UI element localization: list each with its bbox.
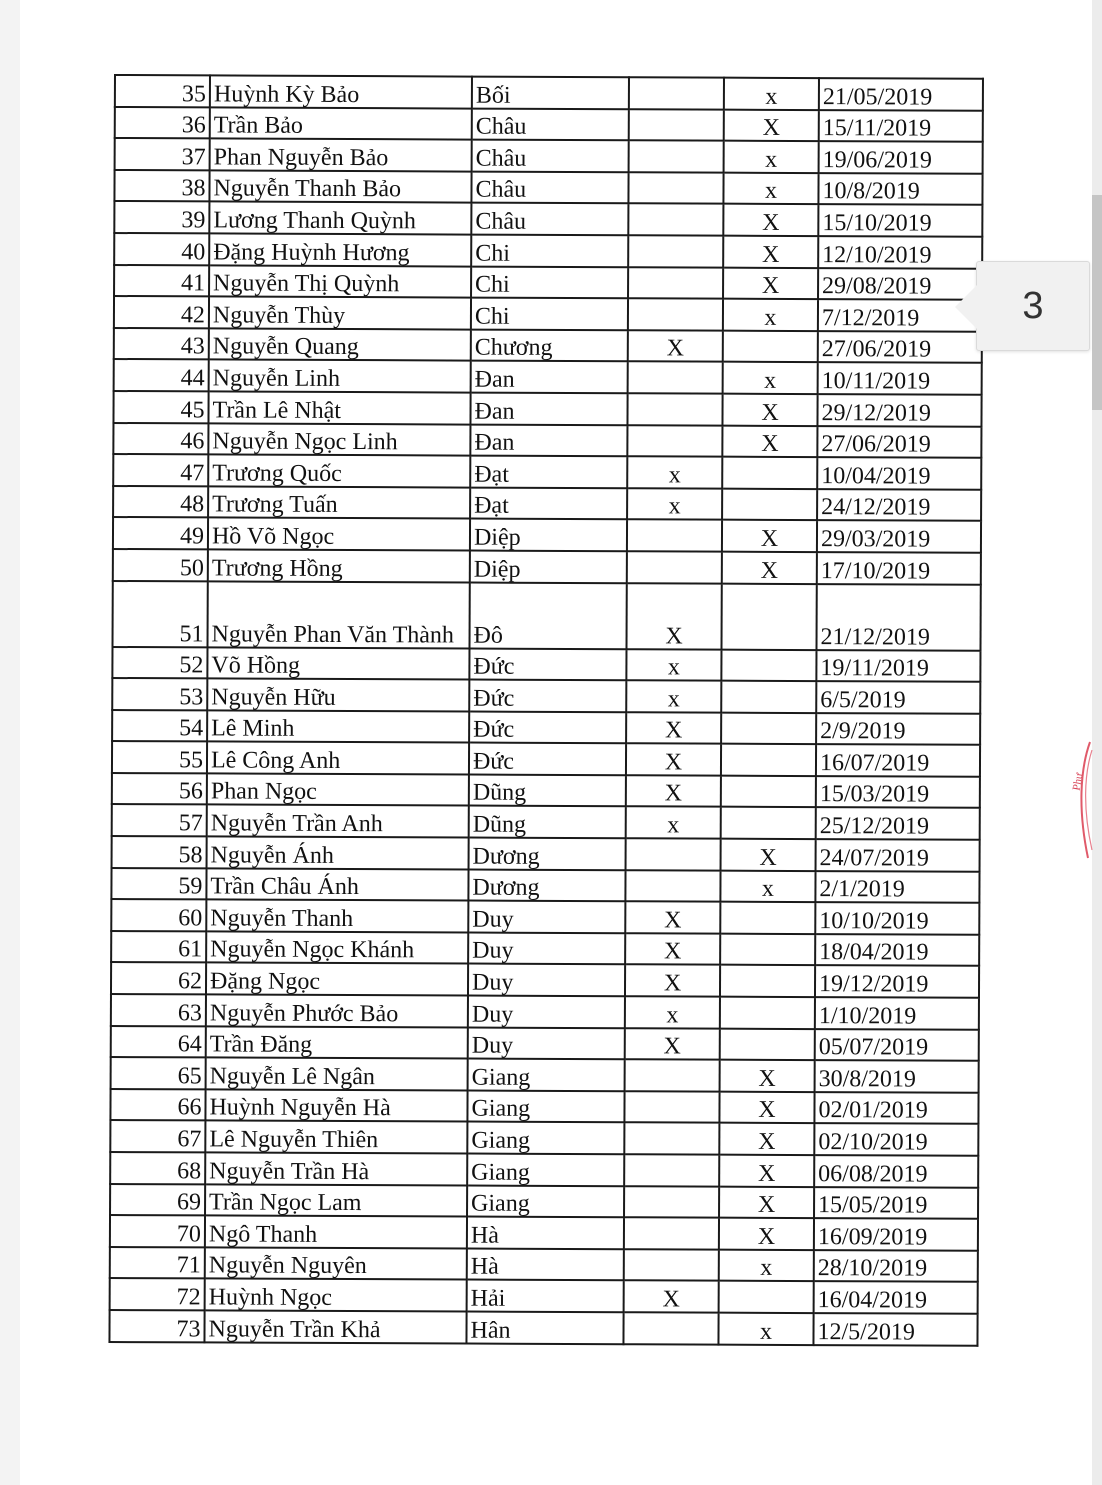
mark-column-1: x [626,680,721,712]
mark-column-2: X [719,1186,814,1218]
mark-column-1 [627,393,722,425]
given-name: Châu [471,203,628,235]
row-number: 36 [115,107,210,139]
row-number: 50 [113,549,208,581]
full-name: Trần Ngọc Lam [205,1184,467,1217]
mark-column-2: X [719,1091,814,1123]
row-number: 60 [111,899,206,931]
mark-column-2: X [722,520,817,552]
mark-column-2: x [718,1313,813,1345]
date-cell: 21/12/2019 [816,584,980,651]
full-name: Nguyễn Ánh [207,836,469,869]
mark-column-1: x [627,456,722,488]
given-name: Đức [469,648,626,680]
table-row [110,1184,978,1219]
full-name: Trương Quốc [208,455,470,488]
mark-column-1 [623,1312,718,1344]
row-number: 71 [110,1247,205,1279]
page-number-indicator[interactable] [976,261,1090,351]
date-cell: 02/10/2019 [814,1123,978,1155]
row-number: 64 [111,1026,206,1058]
given-name: Đạt [470,487,627,519]
table-row [113,486,981,521]
table-row [110,1152,978,1187]
full-name: Nguyễn Thanh Bảo [209,170,471,203]
table-row [114,359,982,394]
date-cell: 30/8/2019 [815,1060,979,1092]
date-cell: 15/03/2019 [816,776,980,808]
table-row [112,741,980,776]
date-cell: 25/12/2019 [816,808,980,840]
given-name: Duy [468,964,625,996]
given-name: Duy [468,901,625,933]
mark-column-2: X [719,1155,814,1187]
table-row [114,233,982,268]
row-number: 69 [110,1184,205,1216]
table-row [114,201,982,236]
mark-column-2: X [722,394,817,426]
table-row [111,1057,979,1092]
full-name: Trần Đăng [206,1026,468,1059]
full-name: Huỳnh Nguyễn Hà [205,1089,467,1122]
row-number: 66 [110,1089,205,1121]
table-row [112,773,980,808]
full-name: Trần Châu Ánh [206,868,468,901]
date-cell: 15/11/2019 [819,110,983,142]
given-name: Duy [468,932,625,964]
mark-column-1 [627,551,722,583]
row-number: 73 [109,1310,204,1342]
date-cell: 29/12/2019 [817,394,981,426]
full-name: Lê Nguyễn Thiên [205,1121,467,1154]
table-body [109,75,983,1345]
mark-column-1 [624,1154,719,1186]
mark-column-1: X [624,1281,719,1313]
row-number: 65 [111,1057,206,1089]
row-number: 40 [114,233,209,265]
mark-column-1: x [627,488,722,520]
full-name: Nguyễn Phan Văn Thành [208,581,470,648]
table-row [110,1247,978,1282]
row-number: 37 [115,138,210,170]
full-name: Nguyễn Trần Anh [207,805,469,838]
row-number: 59 [111,868,206,900]
full-name: Nguyễn Thanh [206,900,468,933]
date-cell: 1/10/2019 [815,997,979,1029]
row-number: 51 [113,580,208,646]
date-cell: 10/8/2019 [818,173,982,205]
table-row [112,678,980,713]
mark-column-1: X [626,583,721,649]
date-cell: 19/12/2019 [815,966,979,998]
mark-column-1: x [626,807,721,839]
table-row [114,328,982,363]
date-cell: 16/09/2019 [814,1218,978,1250]
student-list-table [108,74,984,1346]
given-name: Chi [471,266,628,298]
mark-column-2: X [723,204,818,236]
mark-column-2 [720,965,815,997]
given-name: Chi [471,298,628,330]
row-number: 49 [113,517,208,549]
date-cell: 12/10/2019 [818,236,982,268]
mark-column-2: X [720,1060,815,1092]
full-name: Nguyễn Ngọc Linh [208,423,470,456]
mark-column-1: X [625,1028,720,1060]
full-name: Võ Hồng [207,647,469,680]
mark-column-2 [720,902,815,934]
full-name: Ngô Thanh [205,1216,467,1249]
left-page-edge [0,0,20,1485]
mark-column-2: X [722,425,817,457]
given-name: Giang [467,1090,624,1122]
mark-column-1 [627,425,722,457]
full-name: Nguyễn Lê Ngân [206,1058,468,1091]
row-number: 45 [113,391,208,423]
full-name: Lê Minh [207,710,469,743]
mark-column-2 [721,681,816,713]
table-row [115,107,983,142]
given-name: Đô [469,582,626,649]
mark-column-1: x [626,649,721,681]
row-number: 67 [110,1120,205,1152]
mark-column-1: X [625,901,720,933]
full-name: Lê Công Anh [207,742,469,775]
date-cell: 24/12/2019 [817,489,981,521]
date-cell: 16/04/2019 [814,1281,978,1313]
date-cell: 18/04/2019 [815,934,979,966]
mark-column-1: x [625,996,720,1028]
mark-column-1 [624,1123,719,1155]
mark-column-2 [721,744,816,776]
mark-column-2 [721,776,816,808]
table-row [114,265,982,300]
given-name: Diệp [470,550,627,582]
mark-column-2: x [723,299,818,331]
given-name: Chi [471,235,628,267]
date-cell: 17/10/2019 [817,552,981,584]
given-name: Đan [471,361,628,393]
full-name: Nguyễn Nguyên [205,1247,467,1280]
table-row [112,804,980,839]
mark-column-1: X [628,330,723,362]
row-number: 48 [113,486,208,518]
row-number: 70 [110,1215,205,1247]
table-row [109,1310,977,1345]
mark-column-2: x [723,172,818,204]
mark-column-1: X [625,933,720,965]
mark-column-1 [625,870,720,902]
given-name: Giang [467,1154,624,1186]
given-name: Hải [467,1280,624,1312]
date-cell: 10/04/2019 [817,457,981,489]
date-cell: 29/03/2019 [817,520,981,552]
given-name: Dũng [469,806,626,838]
viewer-scrollbar[interactable] [1092,0,1102,1485]
page-number-label: 3 [1022,284,1044,327]
table-row [114,296,982,331]
mark-column-1 [625,1059,720,1091]
mark-column-2: X [721,839,816,871]
full-name: Trương Tuấn [208,486,470,519]
given-name: Giang [467,1185,624,1217]
given-name: Duy [468,996,625,1028]
mark-column-2: X [719,1218,814,1250]
given-name: Bối [472,77,629,109]
full-name: Nguyễn Trần Khả [204,1310,466,1343]
mark-column-1: X [626,744,721,776]
mark-column-1 [629,109,724,141]
table-row [110,1278,978,1313]
table-row [111,962,979,997]
mark-column-2: X [719,1123,814,1155]
mark-column-2 [720,933,815,965]
table-row [113,423,981,458]
row-number: 61 [111,931,206,963]
table-row [111,1026,979,1061]
full-name: Huỳnh Kỳ Bảo [210,75,472,108]
date-cell: 10/11/2019 [818,362,982,394]
full-name: Nguyễn Phước Bảo [206,994,468,1027]
mark-column-1 [627,520,722,552]
full-name: Lương Thanh Quỳnh [209,202,471,235]
mark-column-2: x [719,1249,814,1281]
row-number: 41 [114,265,209,297]
table-row [112,646,980,681]
mark-column-2: x [723,362,818,394]
mark-column-2 [721,649,816,681]
given-name: Đan [470,392,627,424]
date-cell: 19/11/2019 [816,650,980,682]
row-number: 42 [114,296,209,328]
given-name: Đan [470,424,627,456]
table-row [113,580,981,650]
date-cell: 12/5/2019 [813,1313,977,1345]
table-row [112,710,980,745]
row-number: 43 [114,328,209,360]
mark-column-2 [721,712,816,744]
mark-column-1 [629,77,724,109]
date-cell: 19/06/2019 [819,141,983,173]
given-name: Đức [469,680,626,712]
row-number: 35 [115,75,210,107]
mark-column-2 [721,583,816,649]
row-number: 63 [111,994,206,1026]
given-name: Chương [471,329,628,361]
mark-column-2 [719,1281,814,1313]
given-name: Dương [469,838,626,870]
full-name: Đặng Ngọc [206,963,468,996]
row-number: 55 [112,741,207,773]
table-row [111,899,979,934]
mark-column-1 [624,1217,719,1249]
date-cell: 2/9/2019 [816,713,980,745]
mark-column-2: x [724,78,819,110]
date-cell: 27/06/2019 [818,331,982,363]
date-cell: 15/10/2019 [818,204,982,236]
date-cell: 2/1/2019 [815,871,979,903]
date-cell: 6/5/2019 [816,681,980,713]
given-name: Châu [471,171,628,203]
date-cell: 05/07/2019 [815,1029,979,1061]
given-name: Hân [466,1312,623,1344]
mark-column-2 [722,457,817,489]
mark-column-2: X [724,109,819,141]
given-name: Đạt [470,456,627,488]
mark-column-1 [626,838,721,870]
date-cell: 24/07/2019 [816,839,980,871]
full-name: Nguyễn Thị Quỳnh [209,265,471,298]
date-cell: 15/05/2019 [814,1187,978,1219]
mark-column-2: X [723,236,818,268]
table-row [111,994,979,1029]
mark-column-1: X [626,712,721,744]
full-name: Nguyễn Hữu [207,679,469,712]
table-row [115,75,983,110]
given-name: Duy [468,1027,625,1059]
mark-column-1 [624,1091,719,1123]
table-row [113,517,981,552]
given-name: Đức [469,743,626,775]
date-cell: 02/01/2019 [814,1092,978,1124]
date-cell: 06/08/2019 [814,1155,978,1187]
full-name: Phan Ngọc [207,773,469,806]
mark-column-2: X [723,267,818,299]
full-name: Nguyễn Trần Hà [205,1152,467,1185]
full-name: Nguyễn Quang [209,328,471,361]
mark-column-1 [624,1186,719,1218]
given-name: Diệp [470,519,627,551]
table-row [113,454,981,489]
table-row [113,549,981,584]
mark-column-2: x [720,870,815,902]
mark-column-2: X [722,552,817,584]
date-cell: 10/10/2019 [815,902,979,934]
mark-column-1: X [625,965,720,997]
row-number: 47 [113,454,208,486]
table-row [112,836,980,871]
full-name: Trần Bảo [210,107,472,140]
table-row [111,931,979,966]
mark-column-1 [628,298,723,330]
full-name: Nguyễn Ngọc Khánh [206,931,468,964]
mark-column-2 [720,1028,815,1060]
row-number: 54 [112,710,207,742]
red-seal-stamp-fragment [1070,740,1092,860]
date-cell: 21/05/2019 [819,78,983,110]
mark-column-2 [720,997,815,1029]
mark-column-2 [722,488,817,520]
row-number: 39 [114,201,209,233]
table-row [115,138,983,173]
given-name: Dũng [469,774,626,806]
mark-column-1 [628,362,723,394]
mark-column-1 [628,235,723,267]
mark-column-2: x [724,141,819,173]
given-name: Hà [467,1248,624,1280]
row-number: 68 [110,1152,205,1184]
table-row [113,391,981,426]
mark-column-2 [723,330,818,362]
date-cell: 27/06/2019 [817,426,981,458]
table-row [111,868,979,903]
mark-column-1 [628,172,723,204]
full-name: Hồ Võ Ngọc [208,518,470,551]
mark-column-1 [629,140,724,172]
given-name: Hà [467,1217,624,1249]
full-name: Phan Nguyễn Bảo [210,139,472,172]
given-name: Dương [468,869,625,901]
full-name: Đặng Huỳnh Hương [209,233,471,266]
given-name: Đức [469,711,626,743]
mark-column-2 [721,807,816,839]
row-number: 53 [112,678,207,710]
row-number: 72 [110,1278,205,1310]
full-name: Trần Lê Nhật [208,391,470,424]
row-number: 57 [112,804,207,836]
row-number: 62 [111,962,206,994]
row-number: 52 [112,646,207,678]
full-name: Nguyễn Thùy [209,297,471,330]
mark-column-1: X [626,775,721,807]
stamp-text: Phư [1070,772,1086,792]
scrollbar-thumb[interactable] [1092,195,1102,410]
full-name: Trương Hồng [208,549,470,582]
mark-column-1 [628,267,723,299]
row-number: 46 [113,423,208,455]
date-cell: 28/10/2019 [814,1250,978,1282]
date-cell: 7/12/2019 [818,299,982,331]
row-number: 38 [114,170,209,202]
full-name: Nguyễn Linh [209,360,471,393]
row-number: 58 [112,836,207,868]
given-name: Châu [472,140,629,172]
pointer-arrow-icon [955,285,977,329]
mark-column-1 [624,1249,719,1281]
table-row [110,1120,978,1155]
table-row [114,170,982,205]
table-row [110,1089,978,1124]
table-row [110,1215,978,1250]
row-number: 44 [114,359,209,391]
row-number: 56 [112,773,207,805]
date-cell: 16/07/2019 [816,744,980,776]
full-name: Huỳnh Ngọc [205,1279,467,1312]
given-name: Giang [468,1059,625,1091]
mark-column-1 [628,204,723,236]
given-name: Châu [472,108,629,140]
given-name: Giang [467,1122,624,1154]
date-cell: 29/08/2019 [818,268,982,300]
